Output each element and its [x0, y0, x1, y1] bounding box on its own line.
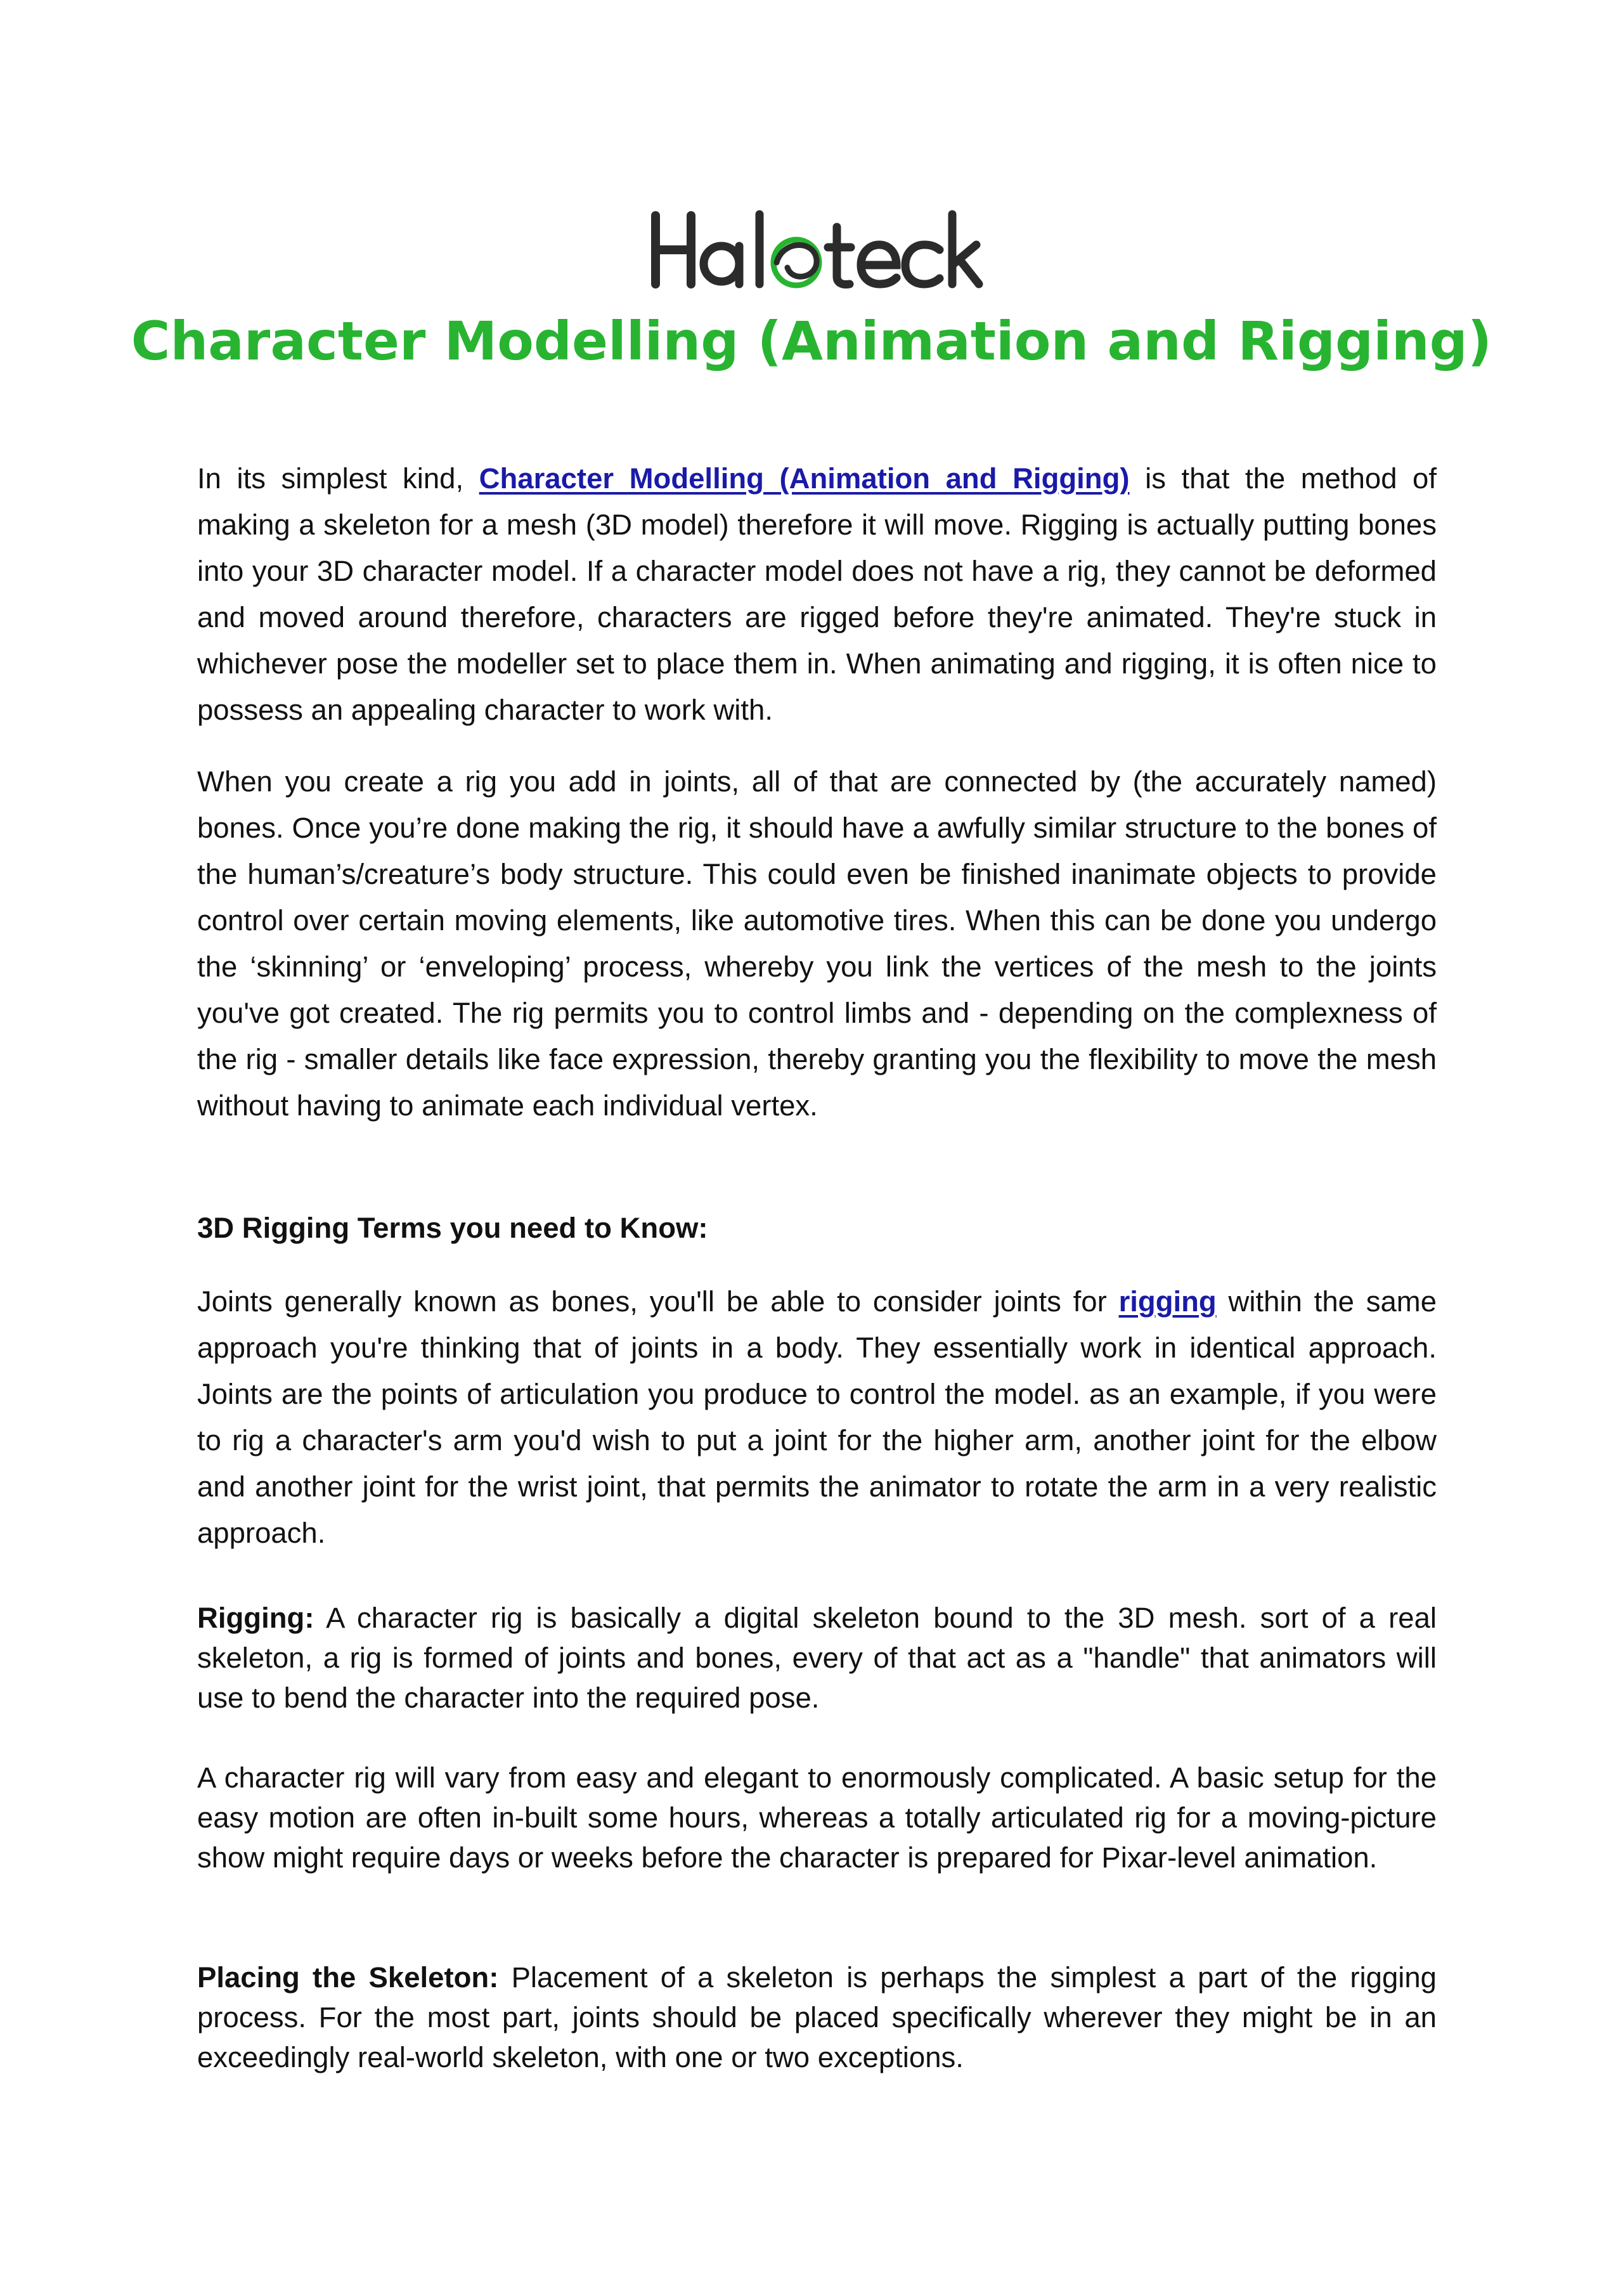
rigging-link[interactable]: rigging	[1118, 1285, 1217, 1318]
placing-skeleton-term: Placing the Skeleton:	[197, 1961, 499, 1994]
rigging-terms-heading: 3D Rigging Terms you need to Know:	[197, 1212, 708, 1244]
joints-text-start: Joints generally known as bones, you'll be able to consider joints for	[197, 1285, 1119, 1318]
rigging-term: Rigging:	[197, 1602, 314, 1634]
rigging-definition: A character rig is basically a digital skeleton bound to the 3D mesh. sort of a real skeleton, a rig is formed of joints and bones, every of that act as a "handle" that animators will use to bend the character into the required pose.	[197, 1602, 1437, 1714]
intro-paragraph	[197, 455, 1437, 733]
intro-text-end: is that the method of making a skeleton for a mesh (3D model) therefore it will move. Rigging is actually putting bones into your 3D character model. If a character model does not have a rig, they cannot be deformed and moved around therefore, characters are rigged before they're animated. They're stuck in whichever pose the modeller set to place them in. When animating and rigging, it is often nice to possess an appealing character to work with.	[197, 462, 1437, 726]
character-modelling-link[interactable]: Character Modelling (Animation and Rigging)	[479, 462, 1130, 495]
section-heading	[197, 1205, 1437, 1251]
rigging-paragraph	[197, 1598, 1437, 1718]
placing-skeleton-definition: Placement of a skeleton is perhaps the simplest a part of the rigging process. For the most part, joints should be placed specifically wherever they might be in an exceedingly real-world skeleton, with one or two exceptions.	[197, 1961, 1437, 2073]
joints-paragraph	[197, 1278, 1437, 1556]
haloteck-logo	[647, 202, 989, 297]
joints-text-end: within the same approach you're thinking that of joints in a body. They essentially work in identical approach. Joints are the points of articulation you produce to control the model. as an example, if you were to rig a character's arm you'd wish to put a joint for the higher arm, another joint for the elbow and another joint for the wrist joint, that permits the animator to rotate the arm in a very realistic approach.	[197, 1285, 1437, 1549]
rig-complexity-text: A character rig will vary from easy and elegant to enormously complicated. A basic setup for the easy motion are often in-built some hours, whereas a totally articulated rig for a moving-picture show might require days or weeks before the character is prepared for Pixar-level animation.	[197, 1761, 1437, 1874]
page-title: Character Modelling (Animation and Rigging)	[131, 310, 1492, 372]
rig-joints-paragraph	[197, 758, 1437, 1129]
rig-complexity-paragraph	[197, 1758, 1437, 1878]
placing-skeleton-paragraph	[197, 1957, 1437, 2077]
intro-text-start: In its simplest kind,	[197, 462, 479, 495]
rig-joints-text: When you create a rig you add in joints, all of that are connected by (the accurately named) bones. Once you’re done making the rig, it should have a awfully similar structure to the bones of the human’s/creature’s body structure. This could even be finished inanimate objects to provide control over certain moving elements, like automotive tires. When this can be done you undergo the ‘skinning’ or ‘enveloping’ process, whereby you link the vertices of the mesh to the joints you've got created. The rig permits you to control limbs and - depending on the complexness of the rig - smaller details like face expression, thereby granting you the flexibility to move the mesh without having to animate each individual vertex.	[197, 765, 1437, 1122]
